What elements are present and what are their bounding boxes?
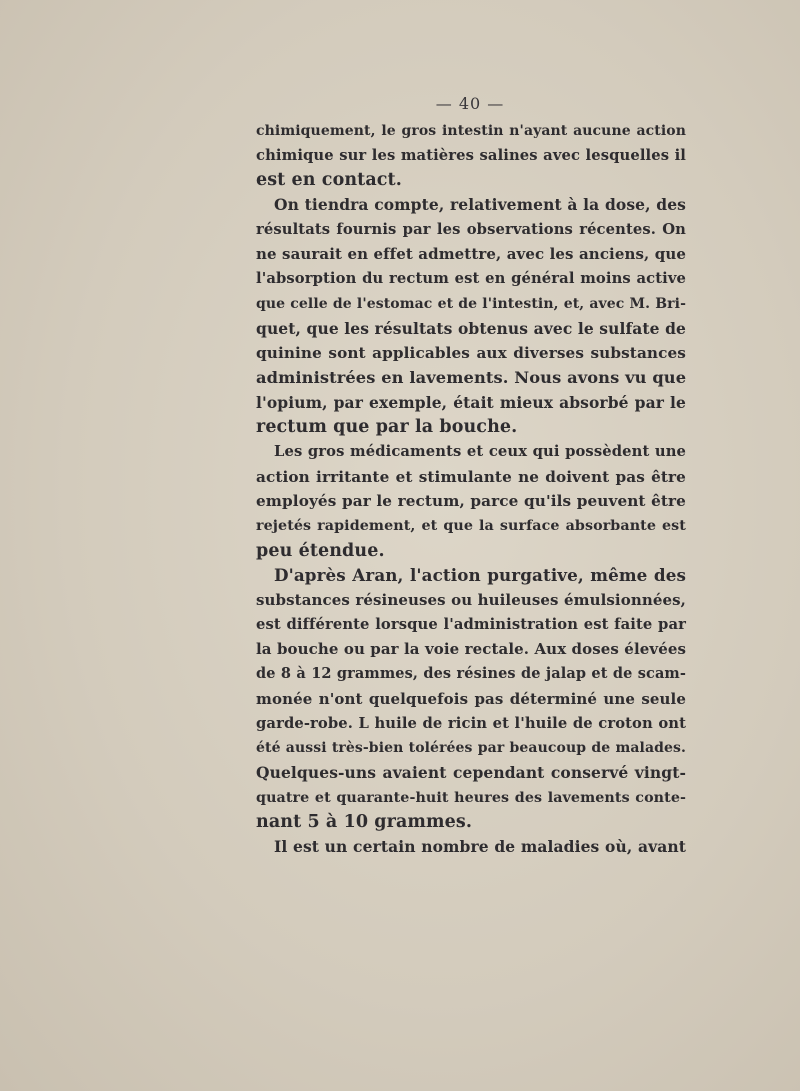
text-line: été aussi très-bien tolérées par beaucoup de malades. (256, 740, 686, 757)
text-line: administrées en lavements. Nous avons vu que (256, 367, 687, 387)
text-line: D'après Aran, l'action purgative, même des (274, 565, 686, 586)
text-line: quatre et quarante-huit heures des lavements conte- (256, 789, 686, 806)
text-line: chimiquement, le gros intestin n'ayant aucune action (256, 123, 686, 139)
text-line: peu étendue. (256, 540, 385, 561)
text-line: quet, que les résultats obtenus avec le sulfate de (256, 318, 687, 338)
text-line: l'opium, par exemple, était mieux absorbé par le (256, 392, 686, 412)
text-line: est différente lorsque l'administration est faite par (256, 615, 686, 633)
text-line: que celle de l'estomac et de l'intestin, et, avec M. Bri- (256, 295, 686, 312)
text-line: est en contact. (256, 170, 402, 191)
text-line: monée n'ont quelquefois pas déterminé une seule (256, 689, 686, 708)
page-number: — 40 — (435, 94, 505, 113)
text-line: Il est un certain nombre de maladies où, avant (274, 836, 686, 856)
text-line: Les gros médicaments et ceux qui possèdent une (274, 442, 686, 460)
text-line: rejetés rapidement, et que la surface absorbante est (256, 518, 686, 534)
text-line: employés par le rectum, parce qu'ils peuvent être (256, 492, 686, 511)
text-line: résultats fournis par les observations récentes. On (256, 220, 686, 238)
text-line: Quelques-uns avaient cependant conservé vingt- (256, 762, 686, 782)
text-line: l'absorption du rectum est en général moins active (256, 270, 686, 288)
text-line: la bouche ou par la voie rectale. Aux doses élevées (256, 640, 687, 659)
text-line: de 8 à 12 grammes, des résines de jalap et de scam- (256, 665, 686, 683)
text-line: garde-robe. L huile de ricin et l'huile de croton ont (256, 714, 686, 732)
text-line: rectum que par la bouche. (256, 417, 518, 438)
text-line: substances résineuses ou huileuses émulsionnées, (256, 591, 686, 610)
text-line: quinine sont applicables aux diverses substances (256, 344, 686, 363)
text-line: ne saurait en effet admettre, avec les anciens, que (256, 245, 686, 264)
text-line: action irritante et stimulante ne doivent pas être (256, 467, 686, 486)
body-text (256, 119, 686, 860)
text-line: nant 5 à 10 grammes. (256, 812, 473, 833)
text-line: On tiendra compte, relativement à la dose, des (274, 195, 686, 215)
text-line: chimique sur les matières salines avec lesquelles il (256, 146, 686, 164)
